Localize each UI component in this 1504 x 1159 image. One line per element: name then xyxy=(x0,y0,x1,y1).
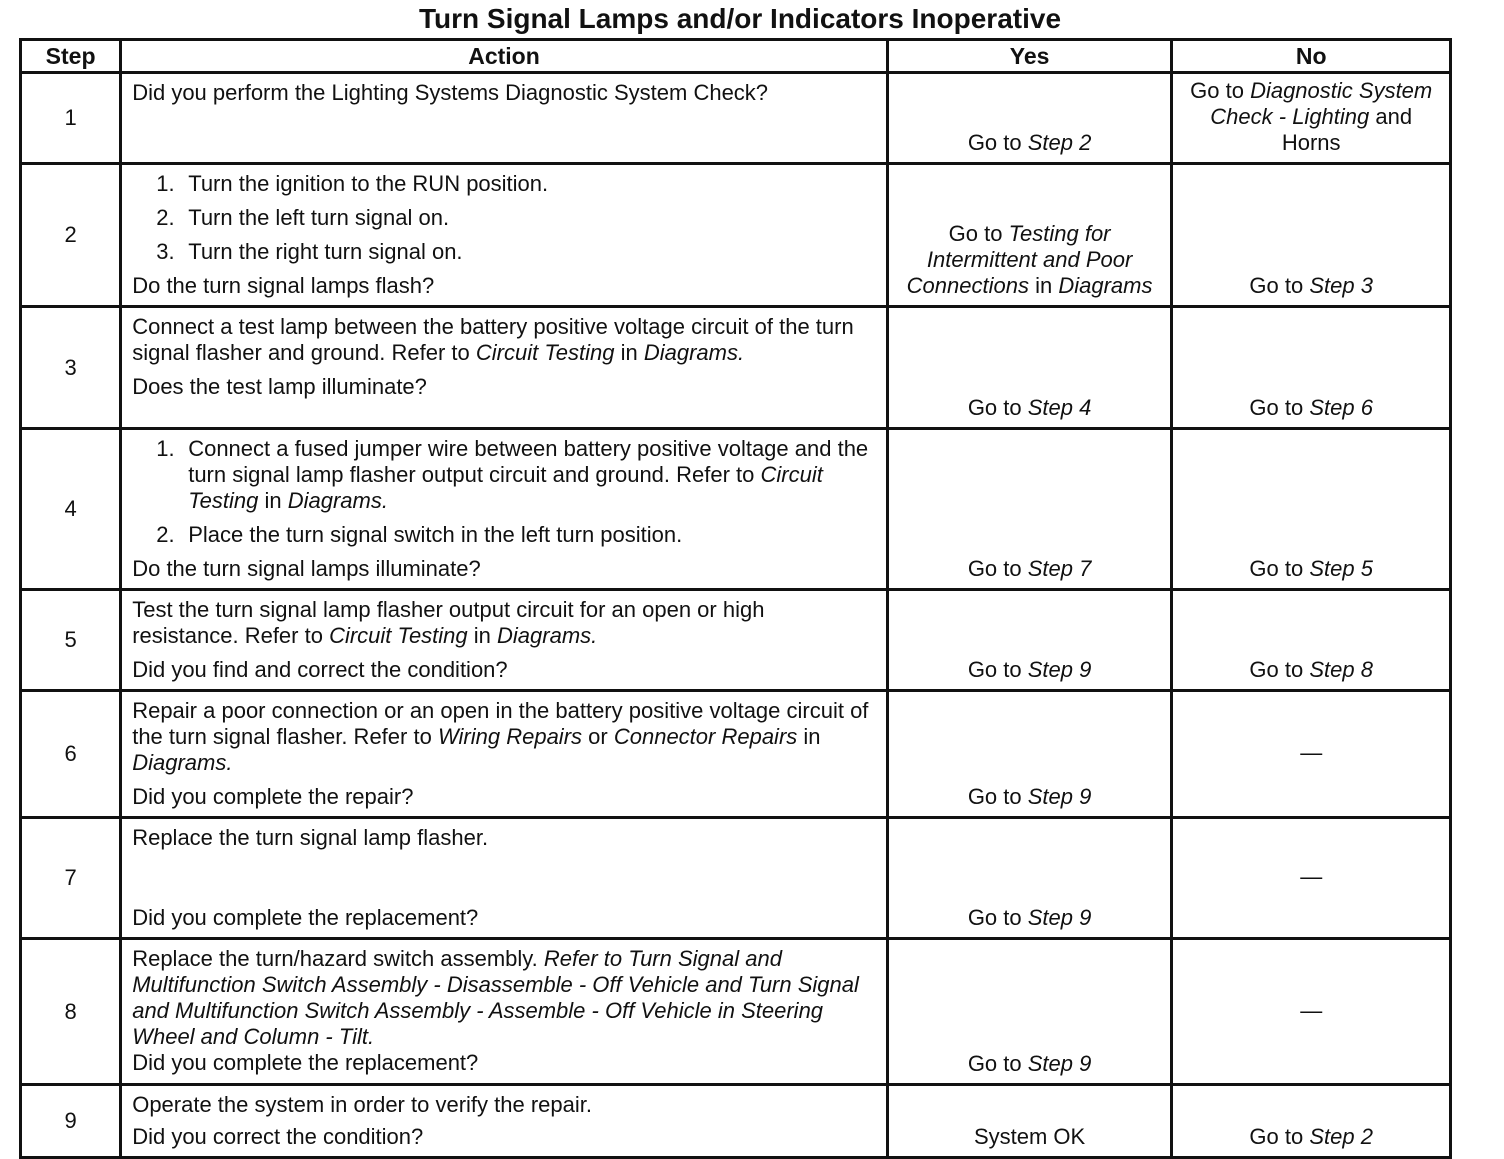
action-text: Test the turn signal lamp flasher output circuit for an open or high resistance. Refer to xyxy=(132,597,765,648)
yes-step-link[interactable]: Step 4 xyxy=(1027,395,1092,420)
substep-item: 1. Turn the ignition to the RUN position. xyxy=(132,171,876,197)
no-prefix: Go to xyxy=(1249,556,1304,581)
circuit-testing-link[interactable]: Circuit Testing xyxy=(475,340,615,365)
substep-text: Turn the right turn signal on. xyxy=(188,239,463,264)
no-cell xyxy=(1172,429,1451,590)
table-row-step-3 xyxy=(21,307,1451,429)
no-cell xyxy=(1172,691,1451,818)
yes-prefix: Go to xyxy=(967,784,1022,809)
action-cell xyxy=(121,818,888,939)
action-text: Replace the turn/hazard switch assembly. xyxy=(132,946,538,971)
yes-step-link[interactable]: Step 9 xyxy=(1027,905,1092,930)
yes-cell xyxy=(887,818,1172,939)
no-dash: — xyxy=(1300,740,1323,765)
substep-item: 1. Connect a fused jumper wire between battery positive voltage and the turn signal lamp flasher output circuit and ground. Refer to Circuit Testing in Diagrams. xyxy=(156,436,869,513)
action-cell xyxy=(121,590,888,691)
circuit-testing-link[interactable]: Circuit Testing xyxy=(329,623,468,648)
yes-cell xyxy=(887,307,1172,429)
action-text: Replace the turn signal lamp flasher. xyxy=(132,825,489,850)
action-cell xyxy=(121,691,888,818)
yes-prefix: Go to xyxy=(967,1051,1022,1076)
yes-step-link[interactable]: Step 7 xyxy=(1027,556,1092,581)
no-cell xyxy=(1172,73,1451,164)
header-step: Step xyxy=(21,40,121,73)
action-cell xyxy=(121,164,888,307)
yes-cell xyxy=(887,939,1172,1085)
yes-cell xyxy=(887,164,1172,307)
action-text: Did you perform the Lighting Systems Diagnostic System Check? xyxy=(132,80,769,105)
substep-item: 2. Turn the left turn signal on. xyxy=(132,205,876,231)
action-text: Operate the system in order to verify the repair. xyxy=(132,1092,592,1117)
yes-text: System OK xyxy=(973,1124,1086,1149)
no-prefix: Go to xyxy=(1249,657,1304,682)
yes-prefix: Go to xyxy=(967,556,1022,581)
yes-step-link[interactable]: Step 9 xyxy=(1027,1051,1092,1076)
switch-assembly-reference-link[interactable]: Refer to Turn Signal and Multifunction Switch Assembly - Disassemble - Off Vehicle and Turn Signal and Multifunction Switch Assembly - Assemble - Off Vehicle in Steering Wheel and Column - Tilt. xyxy=(132,946,859,1049)
step-number: 7 xyxy=(21,818,121,939)
substep-text: Connect a fused jumper wire between battery positive voltage and the turn signal lamp flasher output circuit and ground. Refer to xyxy=(188,436,869,487)
action-text: Connect a test lamp between the battery positive voltage circuit of the turn signal flasher and ground. Refer to xyxy=(132,314,854,365)
question-text: Did you complete the repair? xyxy=(132,784,414,809)
table-row-step-5 xyxy=(21,590,1451,691)
yes-cell xyxy=(887,73,1172,164)
connector-repairs-link[interactable]: Connector Repairs xyxy=(613,724,798,749)
table-row-step-6 xyxy=(21,691,1451,818)
yes-reference-link[interactable]: Testing for Intermittent and Poor Connections xyxy=(906,221,1133,298)
yes-prefix: Go to xyxy=(967,395,1022,420)
step-number: 8 xyxy=(21,939,121,1085)
no-dash: — xyxy=(1300,997,1323,1023)
action-cell xyxy=(121,73,888,164)
diagrams-link[interactable]: Diagrams. xyxy=(287,488,388,513)
yes-step-link[interactable]: Step 9 xyxy=(1027,657,1092,682)
step-number: 5 xyxy=(21,590,121,691)
question-text: Did you complete the replacement? xyxy=(132,1050,479,1075)
no-step-link[interactable]: Step 3 xyxy=(1309,273,1373,298)
no-dash: — xyxy=(1300,864,1323,889)
action-cell xyxy=(121,939,888,1085)
no-cell xyxy=(1172,590,1451,691)
action-cell xyxy=(121,1085,888,1158)
no-cell xyxy=(1172,307,1451,429)
action-mid: in xyxy=(473,623,491,648)
substep-text: Turn the ignition to the RUN position. xyxy=(188,171,549,196)
yes-step-link[interactable]: Step 9 xyxy=(1027,784,1092,809)
action-mid: in xyxy=(620,340,638,365)
no-cell xyxy=(1172,818,1451,939)
question-text: Did you find and correct the condition? xyxy=(132,657,508,682)
page-title: Turn Signal Lamps and/or Indicators Inoperative xyxy=(418,3,1062,34)
table-row-step-9 xyxy=(21,1085,1451,1158)
yes-cell xyxy=(887,429,1172,590)
action-text: Repair a poor connection or an open in the battery positive voltage circuit of the turn signal flasher. Refer to xyxy=(132,698,869,749)
no-cell xyxy=(1172,1085,1451,1158)
table-row-step-1 xyxy=(21,73,1451,164)
no-step-link[interactable]: Step 2 xyxy=(1309,1124,1373,1149)
step-number: 3 xyxy=(21,307,121,429)
no-step-link[interactable]: Step 8 xyxy=(1309,657,1373,682)
yes-mid: in xyxy=(1035,273,1053,298)
question-text: Do the turn signal lamps flash? xyxy=(132,273,435,298)
header-yes: Yes xyxy=(887,40,1172,73)
yes-step-link[interactable]: Step 2 xyxy=(1027,130,1092,155)
action-cell xyxy=(121,429,888,590)
question-text: Does the test lamp illuminate? xyxy=(132,374,427,399)
yes-diagrams-link[interactable]: Diagrams xyxy=(1058,273,1153,298)
action-or: or xyxy=(588,724,608,749)
header-row xyxy=(21,40,1451,73)
action-mid: in xyxy=(803,724,821,749)
diagrams-link[interactable]: Diagrams. xyxy=(643,340,745,365)
table-row-step-2 xyxy=(21,164,1451,307)
diagrams-link[interactable]: Diagrams. xyxy=(497,623,598,648)
no-prefix: Go to xyxy=(1249,1124,1304,1149)
no-step-link[interactable]: Step 5 xyxy=(1309,556,1373,581)
yes-prefix: Go to xyxy=(948,221,1003,246)
action-paragraph xyxy=(132,314,876,366)
diagrams-link[interactable]: Diagrams. xyxy=(132,750,233,775)
step-number: 9 xyxy=(21,1085,121,1158)
table-row-step-8 xyxy=(21,939,1451,1085)
action-paragraph xyxy=(132,597,876,649)
table-row-step-4 xyxy=(21,429,1451,590)
yes-prefix: Go to xyxy=(967,905,1022,930)
substep-text: Place the turn signal switch in the left turn position. xyxy=(188,522,683,547)
no-cell xyxy=(1172,164,1451,307)
question-text: Do the turn signal lamps illuminate? xyxy=(132,556,481,581)
question-text: Did you correct the condition? xyxy=(132,1124,424,1149)
action-paragraph xyxy=(132,946,876,1050)
substep-text: Turn the left turn signal on. xyxy=(188,205,450,230)
wiring-repairs-link[interactable]: Wiring Repairs xyxy=(437,724,583,749)
substep-mid: in xyxy=(264,488,282,513)
no-prefix: Go to xyxy=(1249,273,1304,298)
header-no: No xyxy=(1172,40,1451,73)
yes-cell xyxy=(887,691,1172,818)
substep-item: 3. Turn the right turn signal on. xyxy=(132,239,876,265)
no-step-link[interactable]: Step 6 xyxy=(1309,395,1373,420)
circuit-testing-link[interactable]: Circuit Testing xyxy=(188,462,823,513)
substep-item: 2. Place the turn signal switch in the left turn position. xyxy=(132,522,876,548)
yes-cell xyxy=(887,1085,1172,1158)
no-reference-link[interactable]: Diagnostic System Check - Lighting xyxy=(1210,78,1433,129)
yes-cell xyxy=(887,590,1172,691)
step-number: 2 xyxy=(21,164,121,307)
action-cell xyxy=(121,307,888,429)
header-action: Action xyxy=(121,40,888,73)
yes-prefix: Go to xyxy=(967,657,1022,682)
no-cell xyxy=(1172,939,1451,1085)
table-row-step-7 xyxy=(21,818,1451,939)
step-number: 4 xyxy=(21,429,121,590)
step-number: 6 xyxy=(21,691,121,818)
no-prefix: Go to xyxy=(1249,395,1304,420)
yes-prefix: Go to xyxy=(967,130,1022,155)
no-suffix: and Horns xyxy=(1281,104,1413,155)
no-prefix: Go to xyxy=(1190,78,1244,103)
diagnostic-table xyxy=(19,38,1452,1159)
action-paragraph xyxy=(132,698,876,776)
step-number: 1 xyxy=(21,73,121,164)
question-text: Did you complete the replacement? xyxy=(132,905,479,930)
